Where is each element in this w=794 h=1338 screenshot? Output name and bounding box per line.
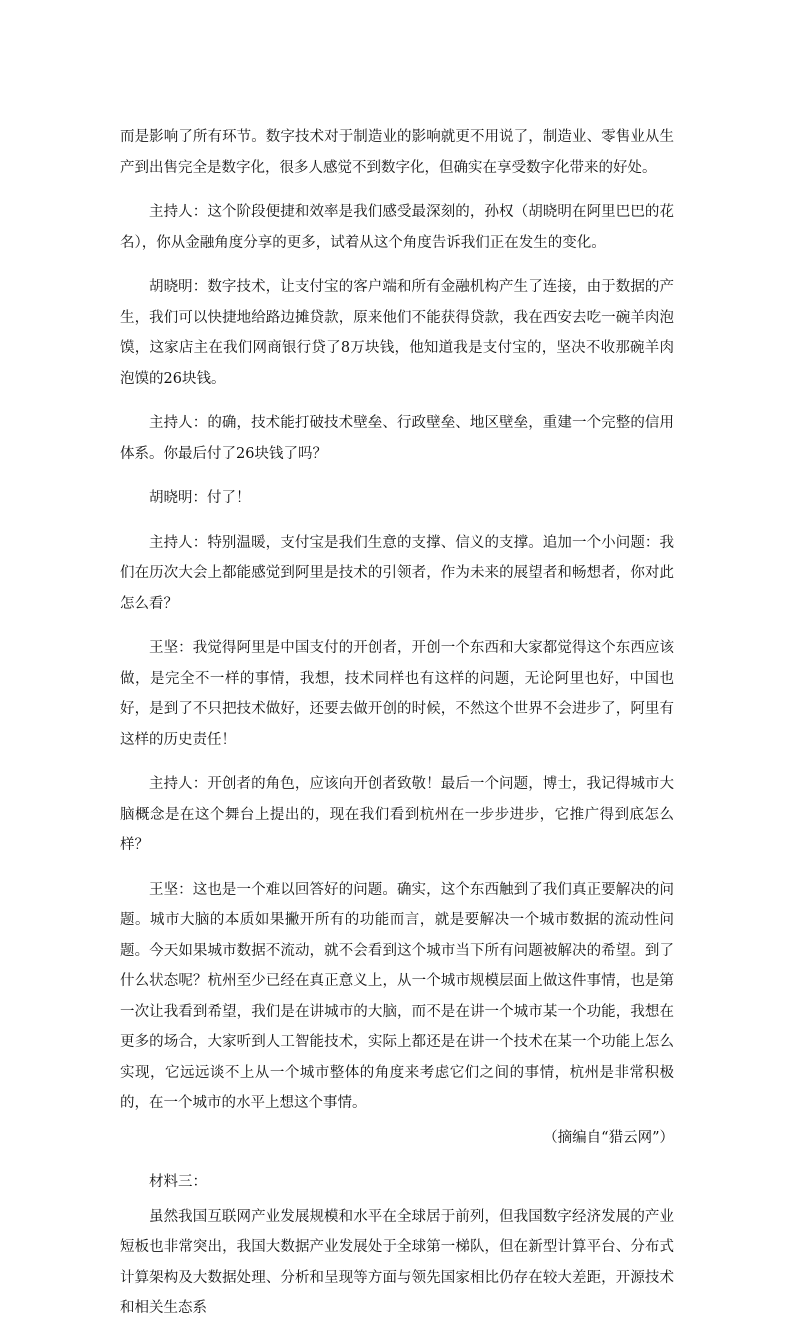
- material-three-heading: 材料三：: [149, 1174, 207, 1190]
- paragraph-hu-xiaoming-answer-2: 胡晓明：付了！: [149, 490, 251, 506]
- paragraph-wang-jian-answer-2: 王坚：这也是一个难以回答好的问题。确实，这个东西触到了我们真正要解决的问题。城市大脑的本质如果撇开所有的功能而言，就是要解决一个城市数据的流动性问题。今天如果城市数据不流动，就不会看到这个城市当下所有问题被解决的希望。到了什么状态呢？杭州至少已经在真正意义上，从一个城市规模层面上做这件事情，也是第一次让我看到希望，我们是在讲城市的大脑，而不是在讲一个城市某一个功能，我想在更多的场合，大家听到人工智能技术，实际上都还是在讲一个技术在某一个功能上怎么实现，它远远谈不上从一个城市整体的角度来考虑它们之间的事情，杭州是非常积极的，在一个城市的水平上想这个事情。: [120, 881, 674, 1111]
- paragraph-hu-xiaoming-answer-1: 胡晓明：数字技术，让支付宝的客户端和所有金融机构产生了连接，由于数据的产生，我们可以快捷地给路边摊贷款，原来他们不能获得贷款，我在西安去吃一碗羊肉泡馍，这家店主在我们网商银行贷了8万块钱，他知道我是支付宝的，坚决不收那碗羊肉泡馍的26块钱。: [120, 279, 674, 387]
- paragraph-host-question-1: 主持人：这个阶段便捷和效率是我们感受最深刻的，孙权（胡晓明在阿里巴巴的花名），你从金融角度分享的更多，试着从这个角度告诉我们正在发生的变化。: [120, 204, 674, 251]
- paragraph-host-question-2: 主持人：的确，技术能打破技术壁垒、行政壁垒、地区壁垒，重建一个完整的信用体系。你最后付了26块钱了吗？: [120, 415, 674, 462]
- paragraph-wang-jian-answer-1: 王坚：我觉得阿里是中国支付的开创者，开创一个东西和大家都觉得这个东西应该做，是完全不一样的事情，我想，技术同样也有这样的问题，无论阿里也好，中国也好，是到了不只把技术做好，还要去做开创的时候，不然这个世界不会进步了，阿里有这样的历史责任！: [120, 640, 674, 748]
- source-attribution: （摘编自“猎云网”）: [543, 1129, 674, 1146]
- paragraph-host-question-3: 主持人：特别温暖，支付宝是我们生意的支撑、信义的支撑。追加一个小问题：我们在历次大会上都能感觉到阿里是技术的引领者，作为未来的展望者和畅想者，你对此怎么看？: [120, 534, 674, 612]
- paragraph-continuation: 而是影响了所有环节。数字技术对于制造业的影响就更不用说了，制造业、零售业从生产到出售完全是数字化，很多人感觉不到数字化，但确实在享受数字化带来的好处。: [120, 129, 674, 176]
- document-page: [120, 122, 674, 1338]
- material-three-paragraph: 虽然我国互联网产业发展规模和水平在全球居于前列，但我国数字经济发展的产业短板也非常突出，我国大数据产业发展处于全球第一梯队，但在新型计算平台、分布式计算架构及大数据处理、分析和呈现等方面与领先国家相比仍存在较大差距，开源技术和相关生态系: [120, 1208, 674, 1316]
- paragraph-host-question-4: 主持人：开创者的角色，应该向开创者致敬！最后一个问题，博士，我记得城市大脑概念是在这个舞台上提出的，现在我们看到杭州在一步步进步，它推广得到底怎么样？: [120, 776, 674, 853]
